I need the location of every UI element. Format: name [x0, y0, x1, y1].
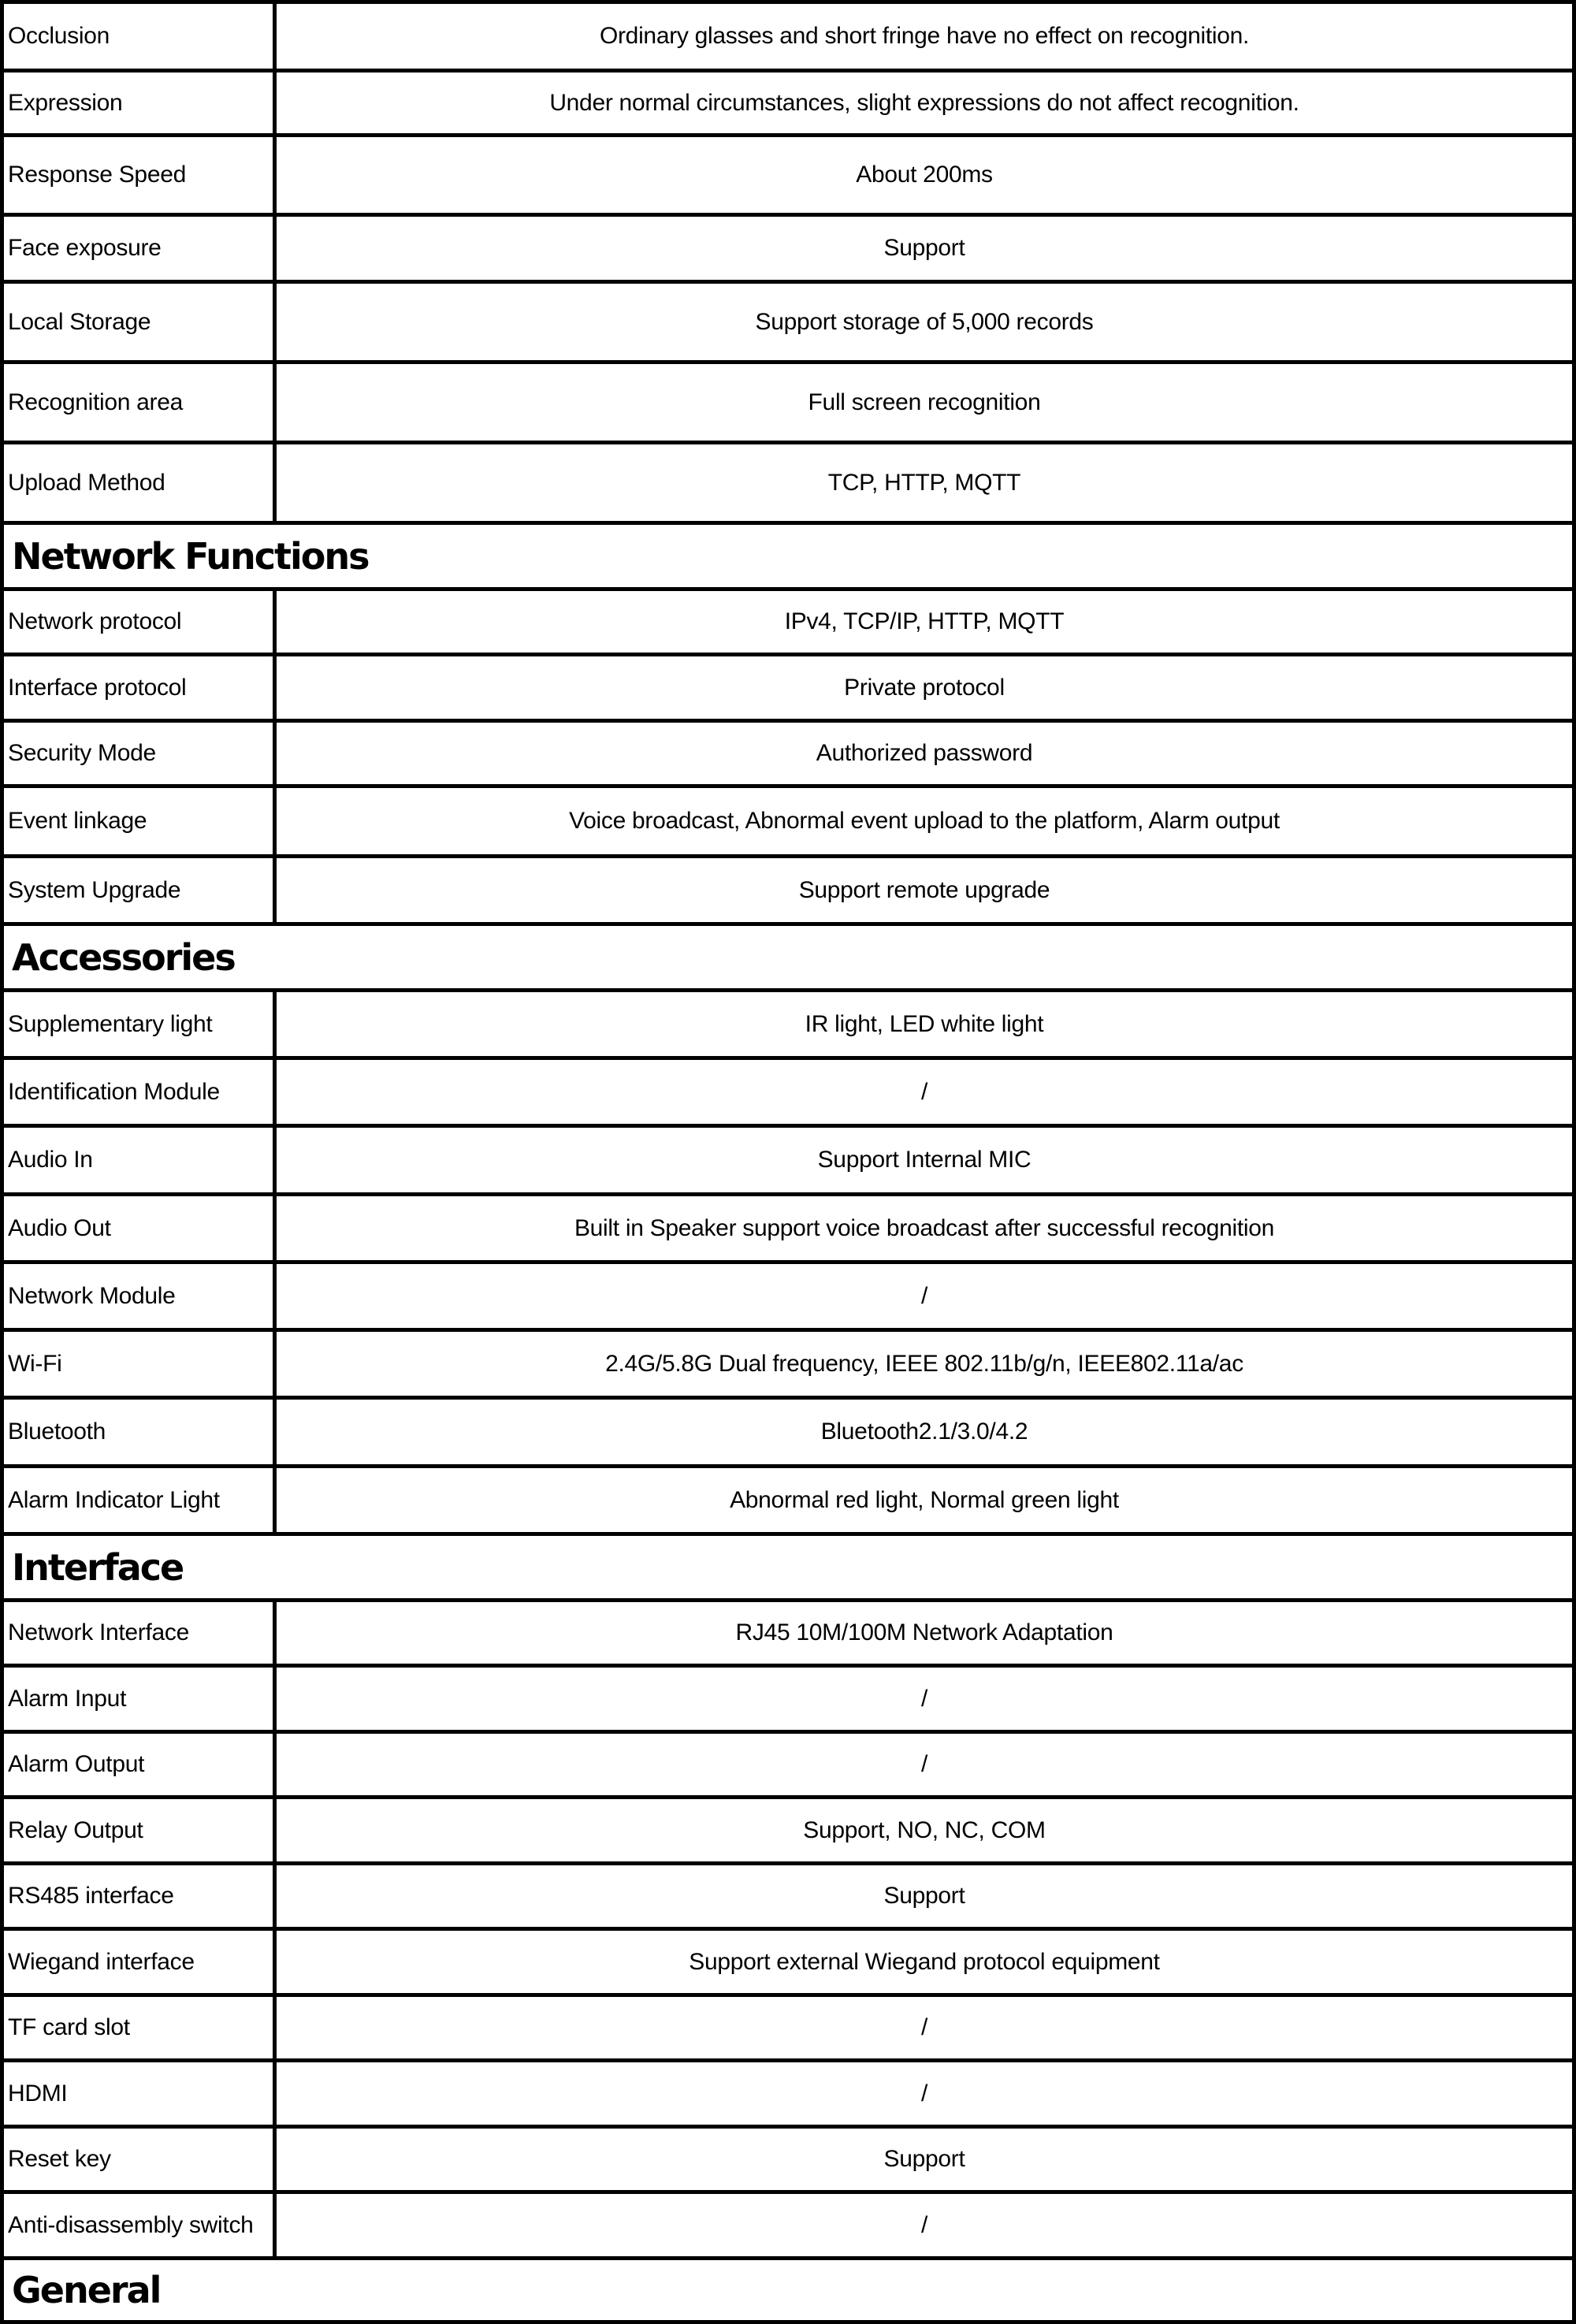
spec-label: Reset key [8, 2146, 111, 2172]
spec-label: Event linkage [8, 808, 147, 834]
table-bottom-border [0, 2320, 1576, 2324]
spec-value: Support remote upgrade [798, 876, 1050, 903]
spec-row [0, 653, 1576, 719]
spec-value: Authorized password [816, 740, 1033, 766]
spec-value: Full screen recognition [808, 389, 1041, 415]
spec-row [0, 1328, 1576, 1396]
spec-label: Audio In [8, 1147, 93, 1173]
spec-row [0, 1861, 1576, 1927]
spec-label: HDMI [8, 2080, 68, 2106]
spec-row [0, 1927, 1576, 1993]
spec-label: Network Interface [8, 1619, 189, 1645]
spec-value: / [920, 1685, 928, 1712]
spec-value: Support external Wiegand protocol equipment [689, 1948, 1160, 1975]
spec-value: Ordinary glasses and short fringe have no effect on recognition. [599, 23, 1250, 49]
spec-value: Support storage of 5,000 records [755, 308, 1094, 335]
spec-label: Upload Method [8, 469, 165, 496]
spec-value: Support Internal MIC [817, 1147, 1031, 1173]
spec-value: Private protocol [844, 674, 1005, 701]
spec-value: / [920, 1751, 928, 1777]
spec-value: / [920, 1078, 928, 1105]
spec-label: Interface protocol [8, 674, 187, 701]
spec-row [0, 0, 1576, 69]
section-title: Interface [12, 1545, 184, 1589]
spec-row [0, 1993, 1576, 2058]
spec-row [0, 587, 1576, 653]
spec-value: / [920, 1282, 928, 1309]
spec-row [0, 854, 1576, 922]
spec-row [0, 2190, 1576, 2256]
spec-row [0, 280, 1576, 360]
spec-value: 2.4G/5.8G Dual frequency, IEEE 802.11b/g/n, IEEE802.11a/ac [605, 1350, 1243, 1377]
section-header [0, 1532, 1576, 1598]
spec-value: / [920, 2211, 928, 2238]
spec-row [0, 1464, 1576, 1532]
section-header [0, 521, 1576, 587]
spec-label: Expression [8, 89, 123, 116]
spec-label: Local Storage [8, 308, 151, 335]
spec-row [0, 2058, 1576, 2125]
spec-label: Security Mode [8, 740, 156, 766]
spec-label: Identification Module [8, 1078, 220, 1105]
spec-label: Alarm Indicator Light [8, 1486, 220, 1513]
spec-label: System Upgrade [8, 876, 181, 903]
spec-row [0, 360, 1576, 441]
section-title: Network Functions [12, 534, 369, 578]
spec-row [0, 1056, 1576, 1124]
spec-label: Network protocol [8, 608, 182, 634]
spec-label: Alarm Input [8, 1685, 127, 1712]
spec-label: Anti-disassembly switch [8, 2211, 254, 2238]
spec-label: RS485 interface [8, 1883, 174, 1909]
spec-value: Bluetooth2.1/3.0/4.2 [820, 1419, 1028, 1445]
spec-value: Support [883, 1883, 965, 1909]
spec-row [0, 1396, 1576, 1464]
spec-row [0, 441, 1576, 521]
spec-row [0, 988, 1576, 1056]
spec-label: Response Speed [8, 162, 186, 188]
spec-value: / [920, 2080, 928, 2106]
spec-value: About 200ms [856, 162, 993, 188]
spec-row [0, 133, 1576, 213]
spec-value: Under normal circumstances, slight expressions do not affect recognition. [549, 89, 1299, 116]
spec-row [0, 69, 1576, 133]
spec-row [0, 1598, 1576, 1664]
spec-value: IR light, LED white light [805, 1010, 1044, 1037]
section-header [0, 922, 1576, 988]
section-header [0, 2256, 1576, 2320]
spec-label: Alarm Output [8, 1751, 145, 1777]
spec-label: Wiegand interface [8, 1948, 195, 1975]
spec-label: Network Module [8, 1282, 176, 1309]
spec-row [0, 1260, 1576, 1328]
spec-row [0, 1730, 1576, 1795]
spec-value: Voice broadcast, Abnormal event upload to the platform, Alarm output [569, 808, 1280, 834]
spec-row [0, 1664, 1576, 1730]
spec-value: RJ45 10M/100M Network Adaptation [735, 1619, 1113, 1645]
spec-value: TCP, HTTP, MQTT [827, 469, 1021, 496]
section-title: Accessories [12, 935, 235, 979]
spec-value: / [920, 2014, 928, 2040]
spec-row [0, 213, 1576, 280]
section-title: General [12, 2269, 161, 2311]
spec-label: Audio Out [8, 1214, 111, 1241]
spec-row [0, 719, 1576, 784]
spec-label: Wi-Fi [8, 1350, 62, 1377]
spec-row [0, 1795, 1576, 1861]
spec-value: Support [883, 2146, 965, 2172]
spec-label: Occlusion [8, 23, 110, 49]
spec-label: TF card slot [8, 2014, 130, 2040]
spec-value: Built in Speaker support voice broadcast after successful recognition [574, 1214, 1275, 1241]
spec-value: Support [883, 235, 965, 261]
spec-row [0, 2125, 1576, 2190]
spec-value: Abnormal red light, Normal green light [730, 1486, 1119, 1513]
spec-row [0, 1192, 1576, 1260]
spec-label: Supplementary light [8, 1010, 213, 1037]
spec-label: Face exposure [8, 235, 162, 261]
spec-label: Relay Output [8, 1816, 143, 1843]
spec-label: Bluetooth [8, 1419, 106, 1445]
spec-row [0, 784, 1576, 854]
spec-row [0, 1124, 1576, 1192]
spec-value: Support, NO, NC, COM [803, 1816, 1046, 1843]
spec-label: Recognition area [8, 389, 184, 415]
spec-value: IPv4, TCP/IP, HTTP, MQTT [784, 608, 1065, 634]
